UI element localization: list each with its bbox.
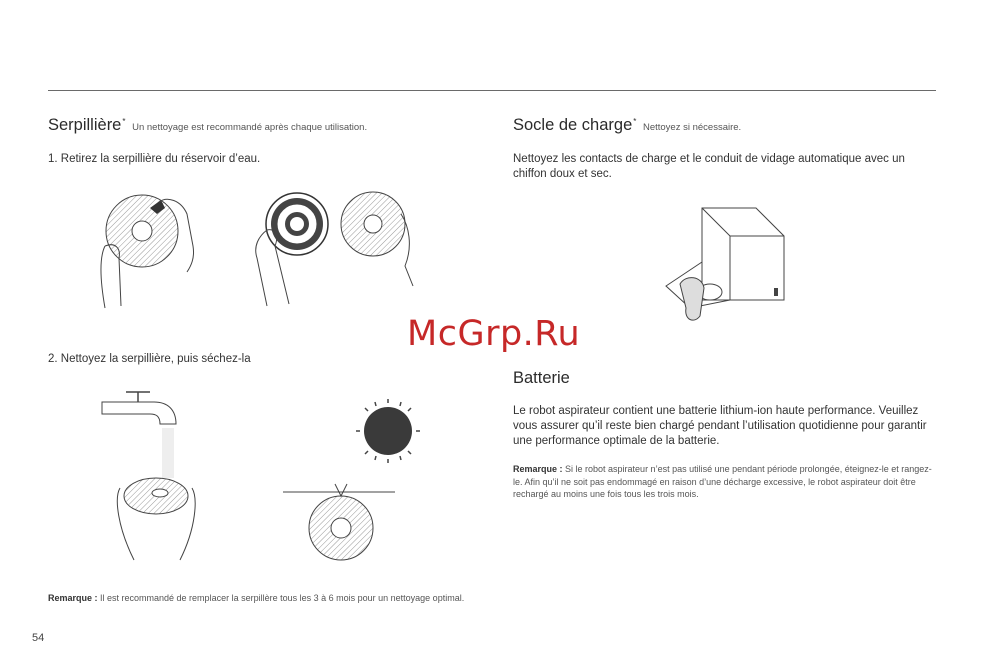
dock-asterisk: * [633,117,637,126]
battery-text: Le robot aspirateur contient une batterie lithium-ion haute performance. Veuillez vous assurer qu’il reste bien chargé pendant l’utilisation quotidienne pour garantir une performance optimale de la batterie. [513,405,927,447]
dock-note: Nettoyez si nécessaire. [642,122,742,133]
mop-note: Un nettoyage est recommandé après chaque utilisation. [132,122,368,133]
sun-icon [354,399,420,463]
faucet-icon [98,388,208,566]
watermark: McGrp.Ru [407,314,581,354]
dock-section-title [513,116,741,135]
step-1-text: 1. Retirez la serpillière du réservoir d’eau. [48,153,261,165]
mop-remark-label: Remarque : [48,593,98,603]
hands-washing-illustration [117,478,195,560]
battery-remark-label: Remarque : [513,464,563,474]
mop-pad-illustration [253,186,425,310]
battery-remark [513,463,938,501]
top-divider [48,90,936,91]
dock-instructions: Nettoyez les contacts de charge et le conduit de vidage automatique avec un chiffon doux et sec. [513,153,905,180]
battery-title: Batterie [513,369,570,387]
step-2-text: 2. Nettoyez la serpillière, puis séchez-la [48,353,251,365]
mop-removal-illustration [95,186,205,310]
page-number: 54 [32,632,45,644]
mop-remark-text: Il est recommandé de remplacer la serpillère tous les 3 à 6 mois pour un nettoyage optimal. [97,593,465,603]
dock-title: Socle de charge [513,116,633,134]
charging-dock-illustration [662,204,786,328]
hanging-mop-illustration [283,482,395,570]
mop-title: Serpillière [48,116,122,134]
mop-section-title [48,116,367,135]
mop-asterisk: * [122,117,126,126]
mop-remark [48,592,468,605]
battery-remark-text: Si le robot aspirateur n’est pas utilisé une pendant période prolongée, éteignez-le et rangez-le. Afin qu’il ne soit pas endommagé en raison d’une décharge excessive, le robot aspirateur doit être rechargé au moins une fois tous les trois mois. [513,464,932,499]
